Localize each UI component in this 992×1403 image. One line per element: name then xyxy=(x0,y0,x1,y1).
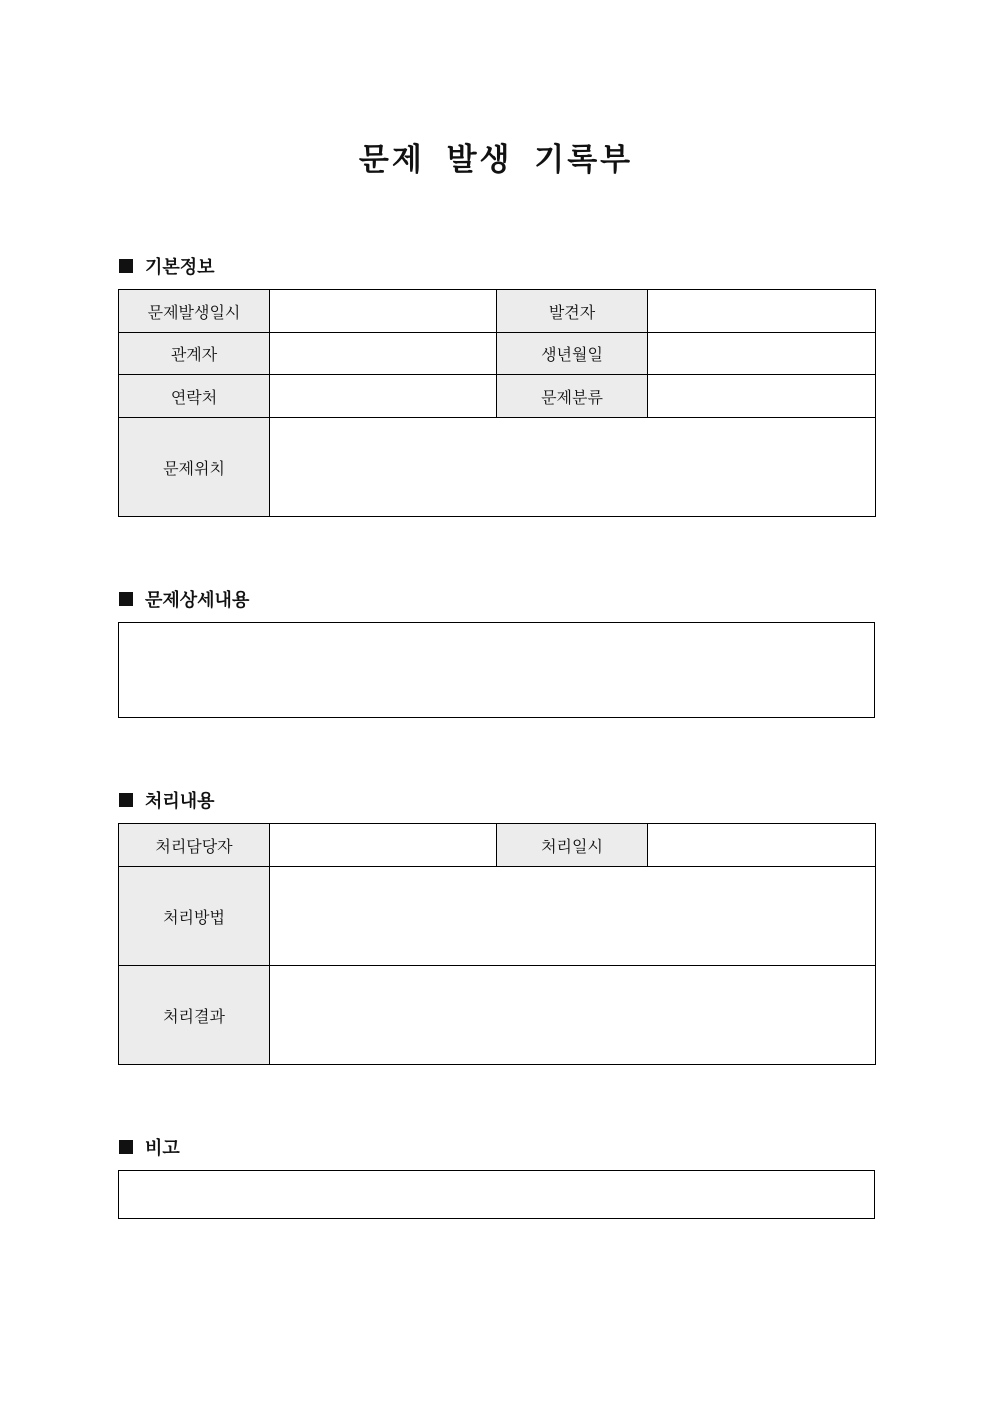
field-handled-at[interactable] xyxy=(648,824,876,867)
label-handler: 처리담당자 xyxy=(119,824,270,867)
section-heading-remarks xyxy=(119,1134,180,1160)
label-method: 처리방법 xyxy=(119,867,270,966)
page-title: 문제 발생 기록부 xyxy=(358,142,634,178)
label-handled-at: 처리일시 xyxy=(497,824,648,867)
label-birth-date: 생년월일 xyxy=(497,333,648,375)
section-title: 비고 xyxy=(145,1138,180,1159)
label-location: 문제위치 xyxy=(119,418,270,517)
label-result: 처리결과 xyxy=(119,966,270,1065)
field-handler[interactable] xyxy=(270,824,497,867)
basic-info-table xyxy=(118,289,876,517)
field-location[interactable] xyxy=(270,418,876,517)
section-heading-basic xyxy=(119,253,215,279)
section-title: 문제상세내용 xyxy=(145,590,250,611)
section-heading-detail xyxy=(119,586,249,612)
detail-box[interactable] xyxy=(118,622,875,718)
label-category: 문제분류 xyxy=(497,375,648,418)
square-bullet-icon xyxy=(119,259,133,273)
label-occurred-at: 문제발생일시 xyxy=(119,290,270,333)
remarks-box[interactable] xyxy=(118,1170,875,1219)
square-bullet-icon xyxy=(119,793,133,807)
section-title: 기본정보 xyxy=(145,257,215,278)
label-related-person: 관계자 xyxy=(119,333,270,375)
label-contact: 연락처 xyxy=(119,375,270,418)
field-category[interactable] xyxy=(648,375,876,418)
handling-table xyxy=(118,823,876,1065)
square-bullet-icon xyxy=(119,1140,133,1154)
field-result[interactable] xyxy=(270,966,876,1065)
field-birth-date[interactable] xyxy=(648,333,876,375)
field-occurred-at[interactable] xyxy=(270,290,497,333)
section-heading-handling xyxy=(119,787,215,813)
field-finder[interactable] xyxy=(648,290,876,333)
section-title: 처리내용 xyxy=(145,791,215,812)
field-related-person[interactable] xyxy=(270,333,497,375)
square-bullet-icon xyxy=(119,592,133,606)
field-method[interactable] xyxy=(270,867,876,966)
field-contact[interactable] xyxy=(270,375,497,418)
label-finder: 발견자 xyxy=(497,290,648,333)
